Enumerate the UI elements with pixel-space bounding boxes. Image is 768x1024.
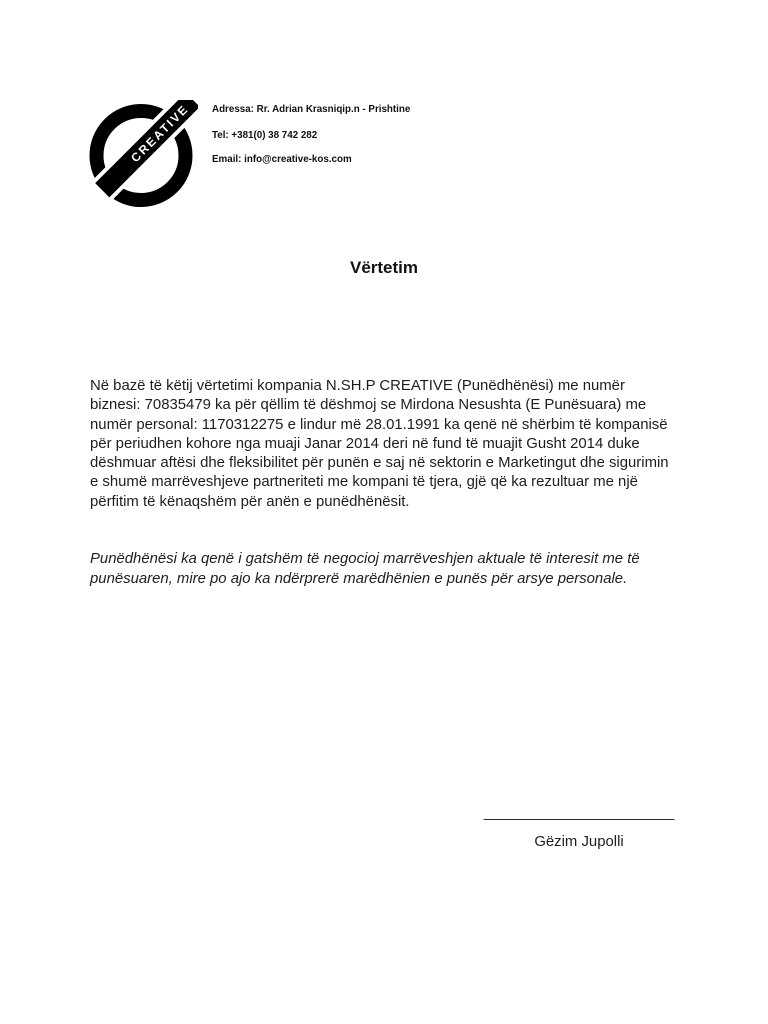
document-title: Vërtetim xyxy=(349,258,419,277)
body-line: dëshmuar aftësi dhe fleksibilitet për punën e saj në sektorin e Marketingut dhe sigurimin xyxy=(90,455,669,472)
company-email: Email: info@creative-kos.com xyxy=(212,154,352,165)
body-line: përfitim të kënaqshëm për anën e punëdhënësit. xyxy=(90,493,410,510)
body-line: Në bazë të këtij vërtetimi kompania N.SH.P CREATIVE (Punëdhënësi) me numër xyxy=(90,378,625,394)
company-phone: Tel: +381(0) 38 742 282 xyxy=(212,130,318,141)
body-line: për periudhen kohore nga muaji Janar 2014 deri në fund të muajit Gusht 2014 duke xyxy=(90,435,640,452)
signatory-name: Gëzim Jupolli xyxy=(534,834,624,850)
note-line: Punëdhënësi ka qenë i gatshëm të negocioj marrëveshjen aktuale të interesit me të xyxy=(90,551,640,567)
body-line: e shumë marrëveshjeve partneriteti me kompani të tjera, gjë që ka rezultuar me një xyxy=(90,474,638,491)
company-address: Adressa: Rr. Adrian Krasniqip.n - Prishtine xyxy=(212,104,411,115)
signature-line: _______________________ xyxy=(483,805,675,821)
body-line: biznesi: 70835479 ka për qëllim të dëshmoj se Mirdona Nesushta (E Punësuara) me xyxy=(90,397,647,414)
logo-text: CREATIVE xyxy=(128,101,192,166)
company-logo xyxy=(88,100,198,212)
note-line: punësuaren, mire po ajo ka ndërprerë marëdhënien e punës për arsye personale. xyxy=(90,570,628,587)
note-paragraph xyxy=(90,550,640,589)
body-paragraph xyxy=(90,377,669,512)
body-line: numër personal: 1170312275 e lindur më 28.01.1991 ka qenë në shërbim të kompanisë xyxy=(90,416,668,433)
